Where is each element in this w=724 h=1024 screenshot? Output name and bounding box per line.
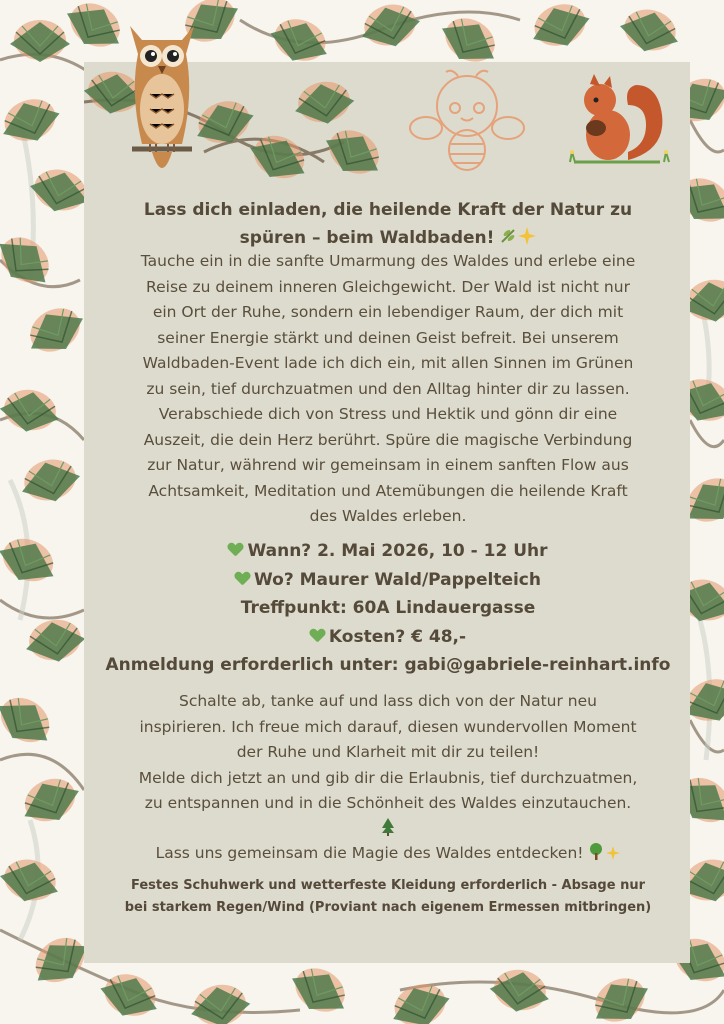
event-cost-text: Kosten? € 48,- — [328, 626, 467, 647]
event-when — [100, 537, 676, 566]
intro-line: Reise zu deinem inneren Gleichgewicht. Der Wald ist nicht nur — [146, 277, 630, 296]
intro-line: Waldbaden-Event lade ich dich ein, mit allen Sinnen im Grünen — [142, 354, 634, 372]
sparkle-icon — [606, 846, 620, 860]
intro-line: Auszeit, die dein Herz berührt. Spüre die magische Verbindung — [143, 430, 633, 449]
event-meeting: Treffpunkt: 60A Lindauergasse — [240, 598, 536, 618]
sprout-icon — [500, 227, 518, 243]
closing-line: zu entspannen und in die Schönheit des Waldes einzutauchen. — [144, 794, 632, 812]
sparkle-icon — [518, 227, 536, 245]
heart-icon — [310, 629, 325, 643]
closing-line: Melde dich jetzt an und gib dir die Erlaubnis, tief durchzuatmen, — [138, 768, 638, 787]
event-signup: Anmeldung erforderlich unter: gabi@gabriele-reinhart.info — [105, 655, 671, 675]
intro-line: Tauche ein in die sanfte Umarmung des Waldes und erlebe eine — [140, 252, 636, 270]
bee-illustration — [408, 66, 526, 176]
intro-paragraph — [100, 249, 676, 530]
heart-icon — [228, 543, 243, 557]
tree-divider — [100, 817, 676, 839]
tree-icon — [381, 818, 395, 836]
together-line — [100, 841, 676, 866]
closing-line: Schalte ab, tanke auf und lass dich von der Natur neu — [179, 692, 597, 710]
intro-line: des Waldes erleben. — [309, 507, 467, 525]
intro-line: Verabschiede dich von Stress und Hektik und gönn dir eine — [158, 405, 618, 423]
footer-note — [100, 875, 676, 919]
headline — [100, 196, 676, 252]
event-where-text: Wo? Maurer Wald/Pappelteich — [254, 569, 541, 590]
event-when-text: Wann? 2. Mai 2026, 10 - 12 Uhr — [247, 541, 548, 561]
event-details — [100, 537, 676, 680]
intro-line: zu sein, tief durchzuatmen und den Alltag hinter dir zu lassen. — [146, 379, 630, 398]
footer-line-1: Festes Schuhwerk und wetterfeste Kleidung erforderlich - Absage nur — [130, 878, 645, 893]
owl-illustration — [122, 14, 202, 184]
squirrel-illustration — [566, 70, 672, 170]
headline-line-1: Lass dich einladen, die heilende Kraft der Natur zu — [143, 200, 633, 220]
intro-line: Achtsamkeit, Meditation und Atemübungen die heilende Kraft — [148, 481, 628, 500]
together-text: Lass uns gemeinsam die Magie des Waldes entdecken! — [155, 844, 584, 862]
footer-line-2: bei starkem Regen/Wind (Proviant nach eigenem Ermessen mitbringen) — [124, 900, 652, 915]
heart-icon — [235, 572, 250, 586]
event-where — [100, 566, 676, 595]
headline-line-2 — [100, 224, 676, 252]
headline-line-2-text: spüren – beim Waldbaden! — [239, 228, 495, 248]
closing-paragraph — [100, 689, 676, 839]
intro-line: seiner Energie stärkt und deinen Geist befreit. Bei unserem — [157, 328, 619, 347]
closing-line: inspirieren. Ich freue mich darauf, diesen wundervollen Moment — [139, 717, 637, 736]
event-cost — [100, 623, 676, 652]
intro-line: ein Ort der Ruhe, sondern ein lebendiger Raum, der dich mit — [152, 303, 624, 321]
closing-line: der Ruhe und Klarheit mit dir zu teilen! — [236, 743, 540, 761]
intro-line: zur Natur, während wir gemeinsam in einem sanften Flow aus — [147, 456, 629, 474]
tree-icon — [588, 842, 606, 860]
